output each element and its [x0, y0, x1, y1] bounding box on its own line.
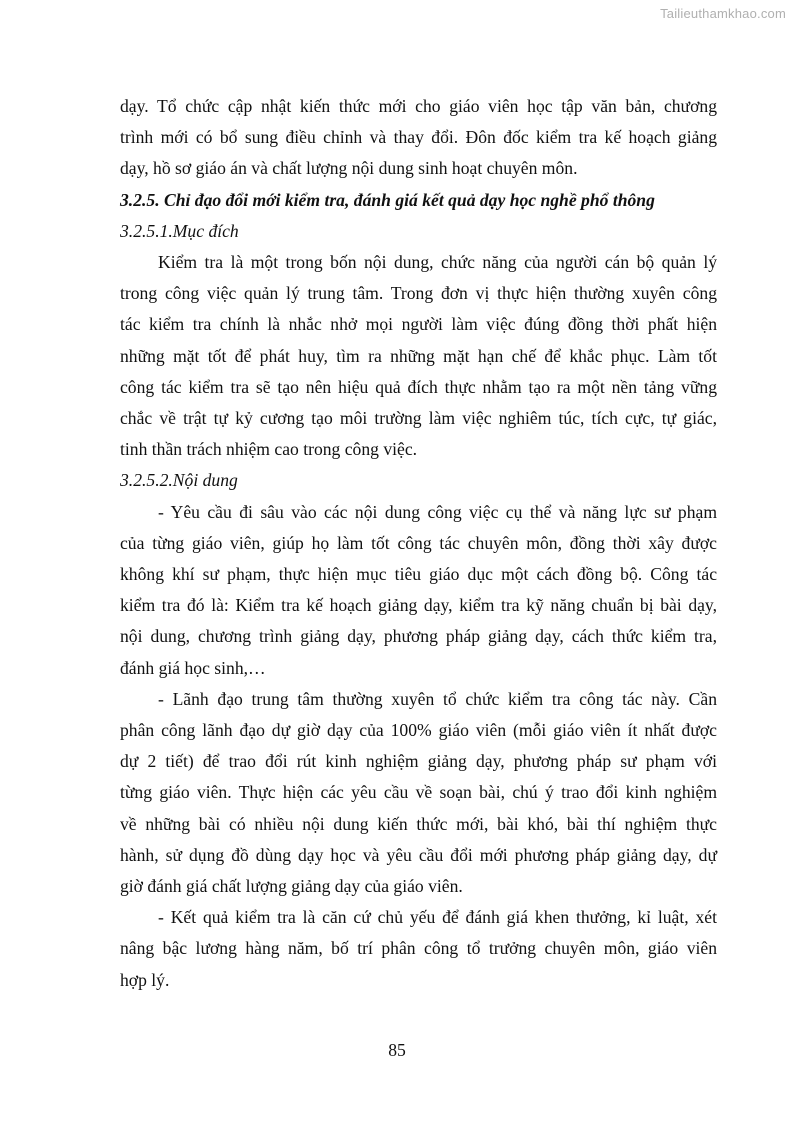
- text-line: đánh giá học sinh,…: [120, 657, 266, 678]
- text-line: trình mới có bổ sung điều chỉnh và thay đổi. Đôn đốc kiểm tra kế hoạch giảng: [120, 127, 717, 148]
- text-line: những mặt tốt để phát huy, tìm ra những mặt hạn chế để khắc phục. Làm tốt: [120, 345, 717, 366]
- document-body: [120, 91, 717, 996]
- text-line: hành, sử dụng đồ dùng dạy học và yêu cầu đổi mới phương pháp giảng dạy, dự: [120, 844, 717, 865]
- text-line: - Lãnh đạo trung tâm thường xuyên tổ chức kiểm tra công tác này. Cần: [158, 688, 717, 709]
- text-line: công tác kiểm tra sẽ tạo nên hiệu quả đích thực nhằm tạo ra một nền tảng vững: [120, 376, 717, 397]
- text-line: hợp lý.: [120, 969, 170, 990]
- page-number: 85: [388, 1040, 406, 1060]
- text-line: từng giáo viên. Thực hiện các yêu cầu về soạn bài, chú ý trao đổi kinh nghiệm: [120, 782, 717, 803]
- text-line: dự 2 tiết) để trao đổi rút kinh nghiệm giảng dạy, phương pháp sư phạm với: [120, 751, 717, 772]
- text-line: Kiểm tra là một trong bốn nội dung, chức năng của người cán bộ quản lý: [158, 252, 717, 273]
- text-line: tinh thần trách nhiệm cao trong công việc.: [120, 439, 418, 460]
- text-line: nội dung, chương trình giảng dạy, phương pháp giảng dạy, cách thức kiểm tra,: [120, 626, 717, 647]
- text-line: phân công lãnh đạo dự giờ dạy của 100% giáo viên (mỗi giáo viên ít nhất được: [120, 720, 717, 741]
- text-line: dạy. Tổ chức cập nhật kiến thức mới cho giáo viên học tập văn bản, chương: [120, 96, 717, 116]
- text-line: kiểm tra đó là: Kiểm tra kế hoạch giảng dạy, kiểm tra kỹ năng chuẩn bị bài dạy,: [120, 595, 717, 616]
- text-line: - Yêu cầu đi sâu vào các nội dung công việc cụ thể và năng lực sư phạm: [158, 501, 717, 522]
- text-line: giờ đánh giá chất lượng giảng dạy của giáo viên.: [120, 876, 463, 897]
- text-line: - Kết quả kiểm tra là căn cứ chủ yếu để đánh giá khen thưởng, kỉ luật, xét: [158, 907, 717, 928]
- text-line: không khí sư phạm, thực hiện mục tiêu giáo dục một cách đồng bộ. Công tác: [120, 564, 717, 585]
- subsection-heading: 3.2.5.1.Mục đích: [120, 220, 239, 241]
- text-line: trong công việc quản lý trung tâm. Trong đơn vị thực hiện thường xuyên công: [120, 283, 717, 304]
- text-line: của từng giáo viên, giúp họ làm tốt công tác chuyên môn, đồng thời xây được: [120, 532, 717, 553]
- text-line: chắc về trật tự kỷ cương tạo môi trường làm việc nghiêm túc, tích cực, tự giác,: [120, 408, 717, 429]
- text-line: về những bài có nhiều nội dung kiến thức mới, bài khó, bài thí nghiệm thực: [120, 813, 717, 834]
- section-heading: 3.2.5. Chỉ đạo đổi mới kiểm tra, đánh giá kết quả dạy học nghề phổ thông: [120, 189, 655, 210]
- subsection-heading: 3.2.5.2.Nội dung: [120, 470, 238, 491]
- text-line: nâng bậc lương hàng năm, bố trí phân công tổ trưởng chuyên môn, giáo viên: [120, 938, 717, 959]
- text-line: tác kiểm tra chính là nhắc nhở mọi người làm việc đúng đồng thời phất hiện: [120, 314, 717, 335]
- text-line: dạy, hồ sơ giáo án và chất lượng nội dung sinh hoạt chuyên môn.: [120, 158, 578, 179]
- watermark: Tailieuthamkhao.com: [660, 6, 786, 21]
